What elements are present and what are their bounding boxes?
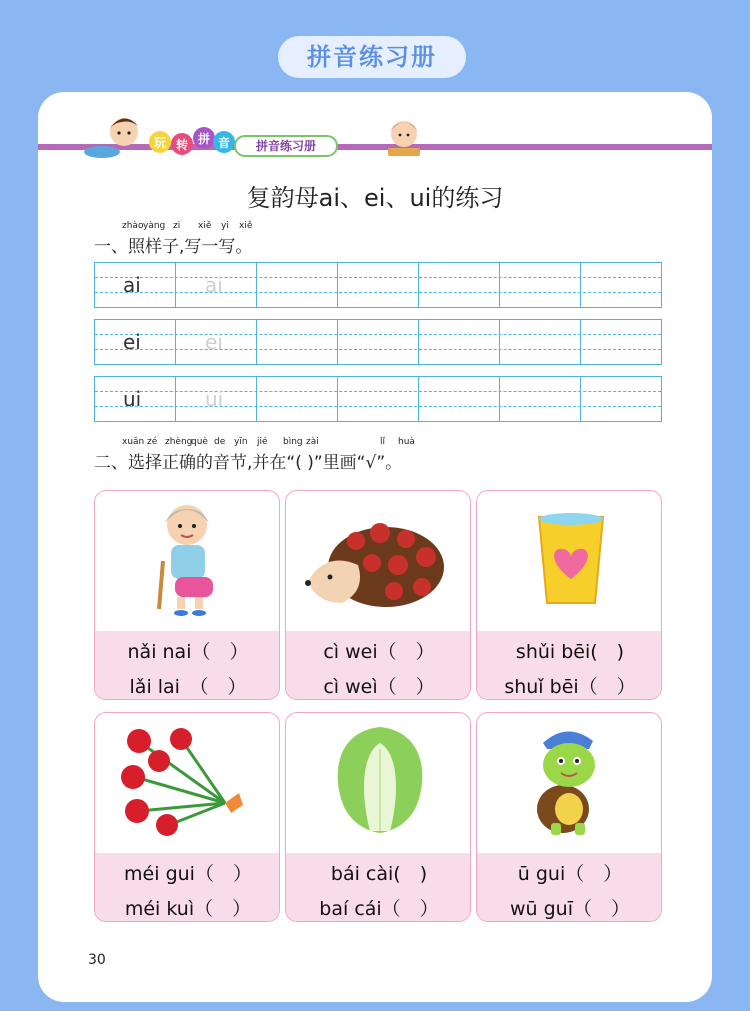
cabbage-icon bbox=[286, 713, 471, 853]
section1-title: 一、照样子,写一写。 bbox=[94, 237, 253, 257]
example-ui: ui bbox=[123, 387, 142, 411]
writing-row-ui[interactable] bbox=[94, 376, 662, 422]
example-ei: ei bbox=[123, 330, 141, 354]
pinyin-que: què bbox=[191, 437, 208, 447]
pinyin-yang: yàng bbox=[143, 221, 166, 231]
option-shui-bei-1[interactable]: shǔi bēi( ) bbox=[515, 641, 625, 663]
card-water-cup bbox=[476, 490, 662, 700]
card-cabbage bbox=[285, 712, 471, 922]
pinyin-xuan: xuǎn bbox=[122, 437, 145, 447]
option-mei-kui[interactable]: méi kuì（ ） bbox=[124, 898, 252, 920]
header-badge-2: 转 bbox=[175, 138, 189, 152]
pinyin-zai: zài bbox=[306, 437, 319, 447]
turtle-icon bbox=[477, 713, 662, 853]
trace-ei: ei bbox=[205, 330, 223, 354]
pinyin-ze: zé bbox=[147, 437, 158, 447]
trace-ai: ai bbox=[205, 273, 223, 297]
option-nai-nai[interactable]: nǎi nai（ ） bbox=[127, 641, 249, 663]
pinyin-hua: huà bbox=[398, 437, 415, 447]
header-badge-3: 拼 bbox=[197, 132, 211, 146]
pinyin-zhao: zhào bbox=[122, 221, 144, 231]
writing-row-ai[interactable] bbox=[94, 262, 662, 308]
pinyin-jie: jié bbox=[257, 437, 268, 447]
water-cup-icon bbox=[477, 491, 662, 631]
option-wu-gui[interactable]: wū guī（ ） bbox=[509, 898, 630, 920]
writing-row-ei[interactable] bbox=[94, 319, 662, 365]
pinyin-xie1: xiě bbox=[198, 221, 212, 231]
example-ai: ai bbox=[123, 273, 141, 297]
section2-title: 二、选择正确的音节,并在“( )”里画“√”。 bbox=[94, 453, 403, 473]
option-bai-cai-2[interactable]: baí cái（ ） bbox=[319, 898, 439, 920]
header-badge-1: 玩 bbox=[153, 136, 167, 150]
pinyin-xie2: xiě bbox=[239, 221, 253, 231]
option-shui-bei-2[interactable]: shuǐ bēi（ ） bbox=[504, 676, 636, 698]
trace-ui: ui bbox=[205, 387, 224, 411]
header-badge-4: 音 bbox=[217, 136, 231, 150]
page-number: 30 bbox=[88, 952, 106, 968]
option-bai-cai-1[interactable]: bái cài( ) bbox=[330, 863, 428, 885]
option-u-gui[interactable]: ū gui（ ） bbox=[517, 863, 623, 885]
pinyin-zi: zi bbox=[173, 221, 181, 231]
book-title: 拼音练习册 bbox=[278, 36, 466, 78]
card-roses bbox=[94, 712, 280, 922]
grandma-icon bbox=[95, 491, 280, 631]
pinyin-zheng: zhèng bbox=[165, 437, 193, 447]
card-hedgehog bbox=[285, 490, 471, 700]
card-turtle bbox=[476, 712, 662, 922]
hedgehog-icon bbox=[286, 491, 471, 631]
option-ci-wei-2[interactable]: cì weì（ ） bbox=[323, 676, 435, 698]
pinyin-yin: yīn bbox=[234, 437, 248, 447]
worksheet-page bbox=[38, 92, 712, 1002]
pinyin-yi: yi bbox=[221, 221, 229, 231]
card-grandma bbox=[94, 490, 280, 700]
option-mei-gui[interactable]: méi gui（ ） bbox=[124, 863, 252, 885]
roses-icon bbox=[95, 713, 280, 853]
option-lai-lai[interactable]: lǎi lai （ ） bbox=[129, 676, 247, 698]
option-ci-wei-1[interactable]: cì wei（ ） bbox=[323, 641, 435, 663]
pinyin-de: de bbox=[214, 437, 226, 447]
header-tag: 拼音练习册 bbox=[234, 135, 338, 157]
pinyin-li: lǐ bbox=[380, 437, 386, 447]
pinyin-bing: bìng bbox=[283, 437, 303, 447]
lesson-title: 复韵母ai、ei、ui的练习 bbox=[246, 184, 504, 212]
